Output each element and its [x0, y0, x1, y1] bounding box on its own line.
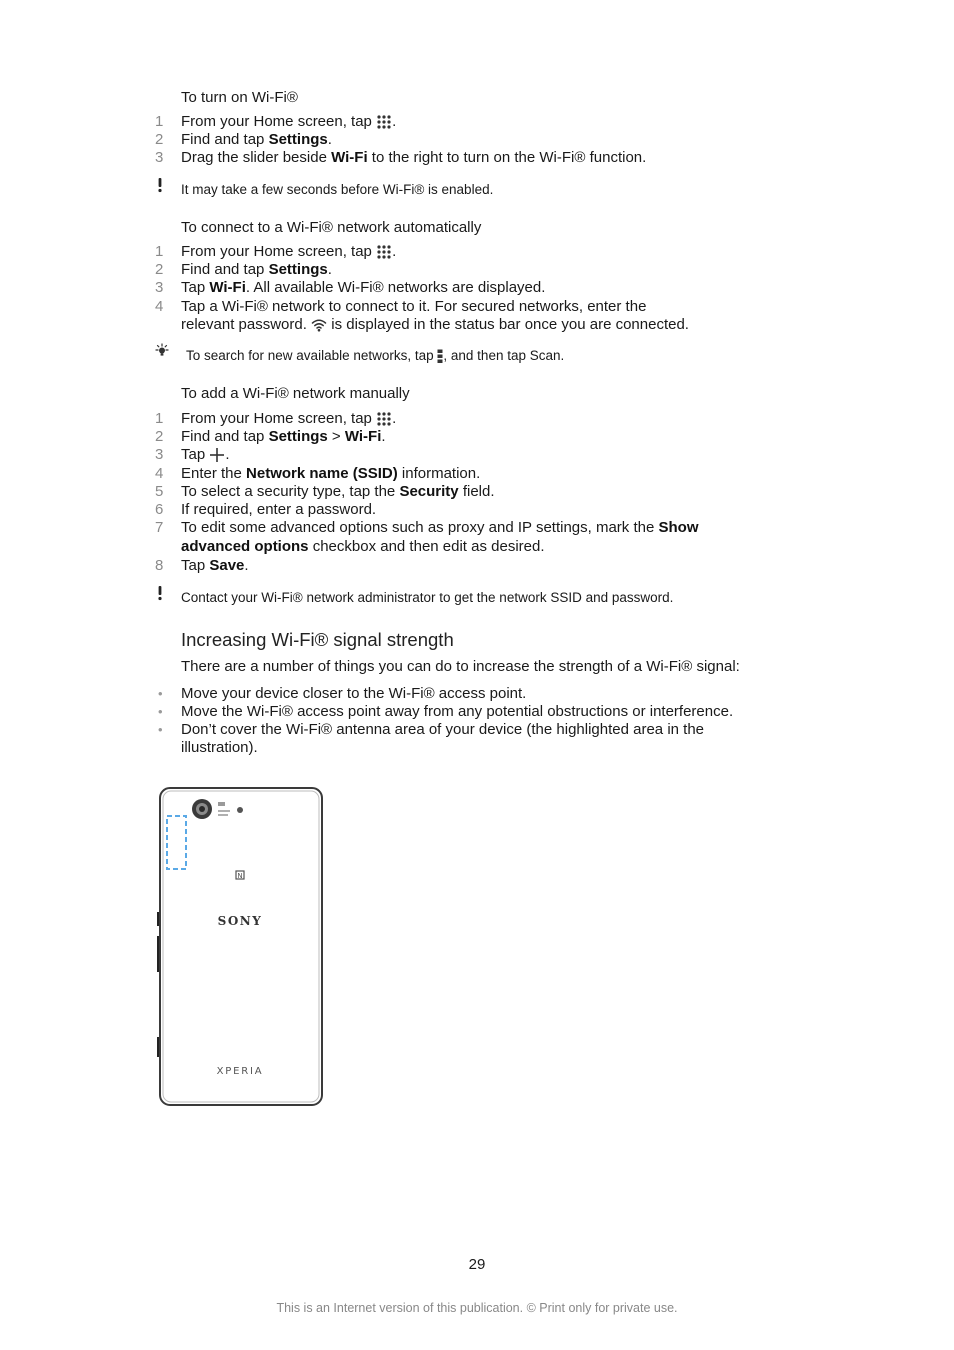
step-number: 4 — [155, 465, 164, 482]
footer-disclaimer: This is an Internet version of this publication. © Print only for private use. — [276, 1301, 678, 1315]
step-number: 8 — [155, 557, 164, 574]
lightbulb-tip-icon — [154, 343, 170, 359]
page-number: 29 — [468, 1256, 486, 1273]
exclamation-note-icon — [156, 585, 164, 601]
step-text: From your Home screen, tap . — [181, 410, 397, 427]
step-text: Find and tap Settings > Wi-Fi. — [181, 428, 386, 445]
step-number: 4 — [155, 298, 164, 315]
step-number: 3 — [155, 279, 164, 296]
flash-icon — [237, 807, 243, 813]
phone-body — [160, 788, 322, 1105]
step-number: 2 — [155, 261, 164, 278]
step-text: Enter the Network name (SSID) information. — [181, 465, 481, 482]
step-text-continued: relevant password. is displayed in the status bar once you are connected. — [181, 316, 689, 333]
step-text: From your Home screen, tap . — [181, 113, 397, 130]
step-number: 1 — [155, 243, 164, 260]
step-text: Tap . — [181, 446, 230, 463]
step-number: 7 — [155, 519, 164, 536]
section-heading-turn-on-wifi: To turn on Wi-Fi® — [181, 89, 298, 106]
step-number: 5 — [155, 483, 164, 500]
phone-back-illustration — [152, 784, 330, 1110]
wifi-icon — [311, 318, 327, 332]
step-text: To select a security type, tap the Security field. — [181, 483, 495, 500]
section-title-signal-strength: Increasing Wi-Fi® signal strength — [181, 629, 454, 650]
step-number: 2 — [155, 428, 164, 445]
plus-add-icon — [209, 447, 225, 463]
note-text: It may take a few seconds before Wi-Fi® is enabled. — [181, 182, 494, 197]
step-text: From your Home screen, tap . — [181, 243, 397, 260]
section-heading-connect-auto: To connect to a Wi-Fi® network automatically — [181, 219, 482, 236]
section-heading-add-manually: To add a Wi-Fi® network manually — [181, 385, 410, 402]
model-logo: XPERIA — [216, 1066, 264, 1077]
step-text: Tap Save. — [181, 557, 249, 574]
step-number: 1 — [155, 410, 164, 427]
step-text: To edit some advanced options such as proxy and IP settings, mark the Show — [181, 519, 699, 536]
note-text: Contact your Wi-Fi® network administrator to get the network SSID and password. — [181, 590, 674, 605]
step-number: 1 — [155, 113, 164, 130]
apps-grid-icon — [376, 244, 392, 260]
bullet-text-continued: illustration). — [181, 739, 258, 756]
exclamation-note-icon — [156, 177, 164, 193]
step-text-continued: advanced options checkbox and then edit as desired. — [181, 538, 545, 555]
apps-grid-icon — [376, 411, 392, 427]
step-number: 3 — [155, 149, 164, 166]
step-text: If required, enter a password. — [181, 501, 377, 518]
bullet-text: Move your device closer to the Wi-Fi® access point. — [181, 685, 527, 702]
bullet-mark: • — [158, 722, 163, 737]
brand-logo: SONY — [217, 914, 263, 928]
bullet-text: Move the Wi-Fi® access point away from any potential obstructions or interference. — [181, 703, 734, 720]
svg-text:N: N — [237, 872, 243, 880]
step-text: Tap Wi-Fi. All available Wi-Fi® networks are displayed. — [181, 279, 546, 296]
bullet-mark: • — [158, 686, 163, 701]
intro-paragraph: There are a number of things you can do to increase the strength of a Wi-Fi® signal: — [181, 658, 740, 675]
apps-grid-icon — [376, 114, 392, 130]
tip-text: To search for new available networks, tap , and then tap Scan. — [186, 348, 565, 363]
bullet-text: Don’t cover the Wi-Fi® antenna area of your device (the highlighted area in the — [181, 721, 705, 738]
step-number: 3 — [155, 446, 164, 463]
step-text: Find and tap Settings. — [181, 261, 332, 278]
step-number: 2 — [155, 131, 164, 148]
bullet-mark: • — [158, 704, 163, 719]
step-text: Find and tap Settings. — [181, 131, 332, 148]
step-text: Tap a Wi-Fi® network to connect to it. For secured networks, enter the — [181, 298, 647, 315]
step-text: Drag the slider beside Wi-Fi to the right to turn on the Wi-Fi® function. — [181, 149, 647, 166]
step-number: 6 — [155, 501, 164, 518]
